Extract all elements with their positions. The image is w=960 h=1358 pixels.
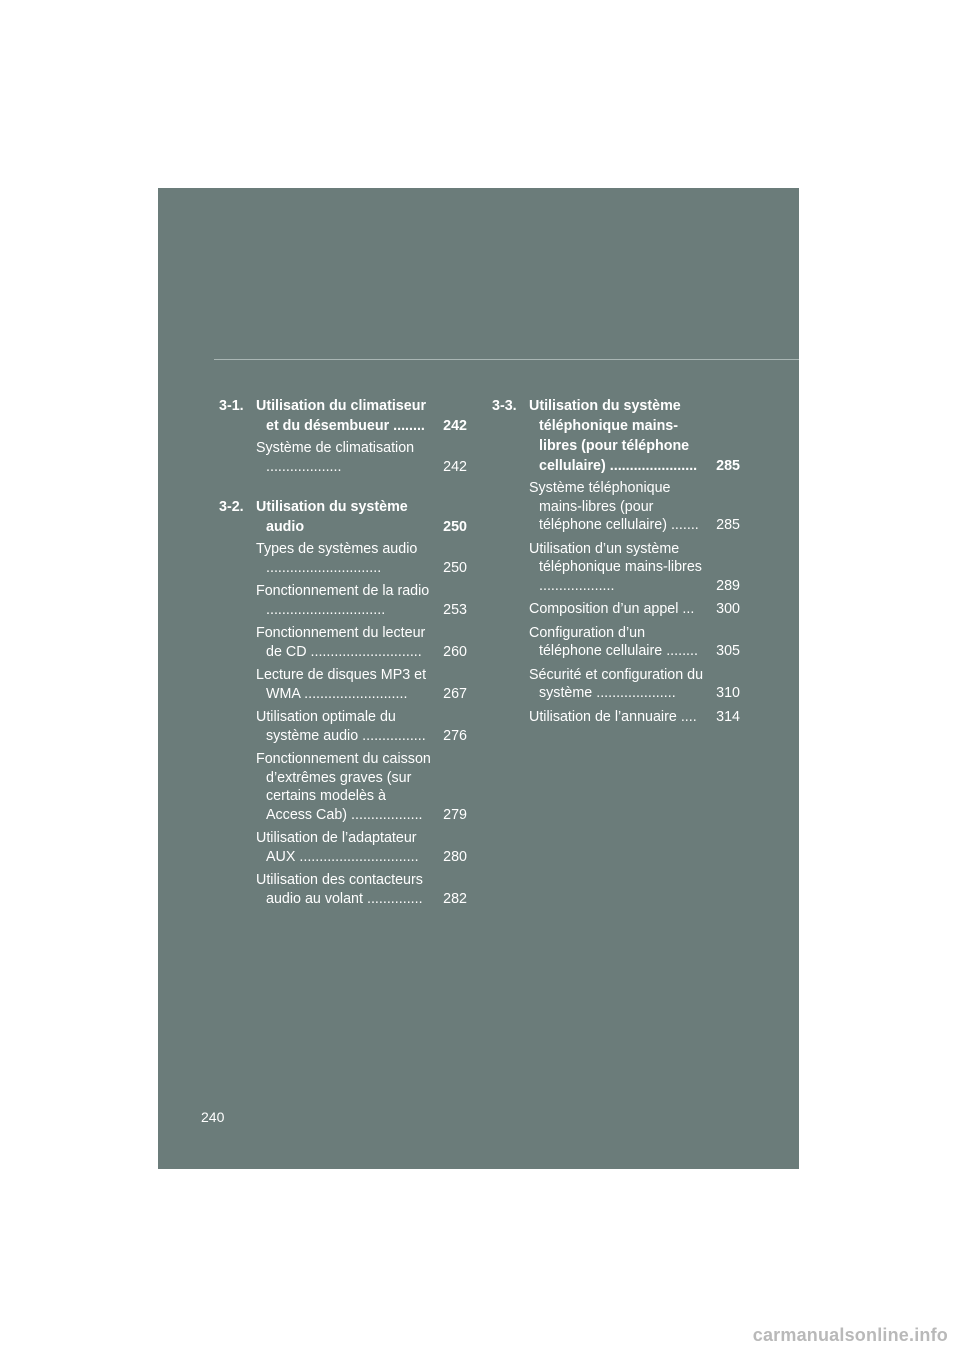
toc-item[interactable]: Utilisation optimale du système audio ................ 276 [256, 709, 467, 744]
page-number: 240 [201, 1109, 225, 1125]
toc-item[interactable]: Système téléphonique mains-libres (pour téléphone cellulaire) ....... 285 [529, 480, 740, 533]
section-page: 242 [443, 418, 467, 434]
divider-rule [214, 359, 799, 360]
site-watermark: carmanualsonline.info [752, 1325, 948, 1345]
toc-item[interactable]: Utilisation des contacteurs audio au volant .............. 282 [256, 872, 467, 907]
toc-item[interactable]: Composition d’un appel ... 300 [529, 601, 740, 617]
section-number: 3-1. [219, 398, 244, 414]
item-page: 310 [716, 685, 740, 701]
item-page: 300 [716, 601, 740, 617]
toc-right-column [492, 396, 740, 726]
toc-section-3-1[interactable] [219, 396, 467, 436]
item-page: 314 [716, 708, 740, 725]
section-page: 285 [716, 458, 740, 474]
toc-item[interactable]: Fonctionnement de la radio .............................. 253 [256, 583, 467, 618]
item-page: 260 [443, 643, 467, 660]
toc-item[interactable]: Lecture de disques MP3 et WMA .......................... 267 [256, 667, 467, 702]
toc-item[interactable]: Fonctionnement du lecteur de CD ............................ 260 [256, 625, 467, 660]
item-page: 250 [443, 559, 467, 576]
toc-left-column [219, 396, 467, 908]
section-title[interactable]: Utilisation du système audio 250 [256, 499, 467, 535]
item-page: 280 [443, 848, 467, 865]
toc-section-3-3[interactable] [492, 396, 740, 476]
section-number: 3-3. [492, 398, 517, 414]
item-page: 289 [716, 577, 740, 594]
toc-item[interactable]: Utilisation d’un système téléphonique mains-libres ................... 289 [529, 540, 740, 594]
section-title[interactable]: Utilisation du climatiseur et du désembueur ........ 242 [256, 398, 467, 434]
toc-item[interactable]: Utilisation de l’annuaire .... 314 [529, 708, 740, 725]
toc-item[interactable]: Configuration d’un téléphone cellulaire ........ 305 [529, 624, 740, 659]
item-page: 253 [443, 601, 467, 618]
item-page: 242 [443, 458, 467, 475]
toc-item[interactable]: Sécurité et configuration du système .................... 310 [529, 666, 740, 701]
toc-item[interactable]: Système de climatisation ................... 242 [256, 440, 467, 475]
section-title[interactable]: Utilisation du système téléphonique mains-libres (pour téléphone cellulaire) ...................... 285 [529, 398, 740, 474]
item-page: 282 [443, 890, 467, 907]
section-page: 250 [443, 519, 467, 535]
item-page: 305 [716, 643, 740, 659]
item-page: 267 [443, 685, 467, 702]
toc-item[interactable]: Types de systèmes audio ............................. 250 [256, 541, 467, 576]
item-page: 285 [716, 517, 740, 533]
toc-item[interactable]: Utilisation de l’adaptateur AUX .............................. 280 [256, 830, 467, 865]
toc-section-3-2[interactable] [219, 497, 467, 537]
item-page: 279 [443, 806, 467, 823]
section-number: 3-2. [219, 499, 244, 515]
item-page: 276 [443, 727, 467, 744]
toc-item[interactable]: Fonctionnement du caisson d’extrêmes graves (sur certains modelès à Access Cab) .................. 279 [256, 751, 467, 823]
